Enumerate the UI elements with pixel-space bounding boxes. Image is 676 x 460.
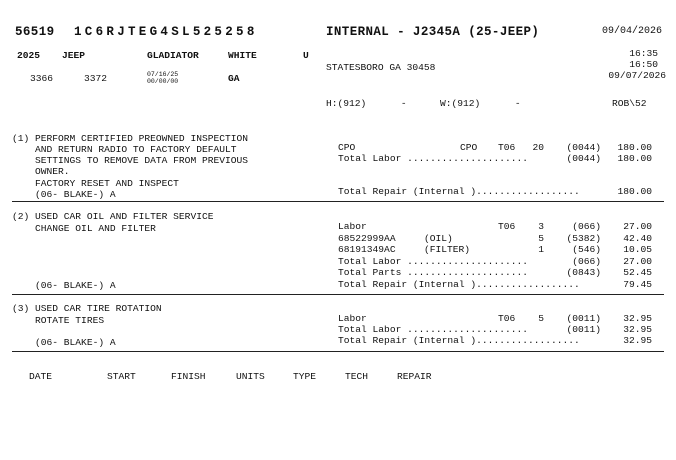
part-quantity: 5 xyxy=(538,233,544,244)
detail-paren: (0044) xyxy=(566,142,601,153)
job-number: (3) xyxy=(12,303,30,314)
time-out: 16:50 xyxy=(629,59,658,70)
total-repair-label: Total Repair (Internal ).................. xyxy=(338,186,580,197)
part-description: (FILTER) xyxy=(424,244,471,255)
total-repair-label: Total Repair (Internal ).................. xyxy=(338,335,580,346)
detail-paren: (066) xyxy=(572,221,601,232)
detail-paren: (0011) xyxy=(566,324,601,335)
job-tech: (06- BLAKE-) A xyxy=(35,337,116,348)
total-repair-label: Total Repair (Internal ).................. xyxy=(338,279,580,290)
job-number: (2) xyxy=(12,211,30,222)
detail-amount: 27.00 xyxy=(623,256,652,267)
detail-amount: 27.00 xyxy=(623,221,652,232)
detail-label: Total Labor ..................... xyxy=(338,153,528,164)
small-date-2: 00/00/00 xyxy=(147,78,179,85)
detail-label: CPO xyxy=(338,142,356,153)
job-description-line: PERFORM CERTIFIED PREOWNED INSPECTION xyxy=(35,133,249,144)
detail-hours: 5 xyxy=(538,313,544,324)
part-quantity: 1 xyxy=(538,244,544,255)
detail-amount: 180.00 xyxy=(617,142,652,153)
total-repair-amount: 79.45 xyxy=(623,279,652,290)
detail-paren: (546) xyxy=(572,244,601,255)
detail-paren: (0843) xyxy=(566,267,601,278)
job-description-line: USED CAR TIRE ROTATION xyxy=(35,303,162,314)
footer-header-date: DATE xyxy=(29,371,53,382)
job-description-line: ROTATE TIRES xyxy=(35,315,105,326)
total-repair-amount: 32.95 xyxy=(623,335,652,346)
part-number: 68191349AC xyxy=(338,244,396,255)
detail-label: Labor xyxy=(338,221,367,232)
job-number: (1) xyxy=(12,133,30,144)
vehicle-model: GLADIATOR xyxy=(147,50,199,61)
section-divider xyxy=(12,294,664,295)
detail-code: T06 xyxy=(498,142,516,153)
detail-paren: (0011) xyxy=(566,313,601,324)
detail-label: Total Labor ..................... xyxy=(338,256,528,267)
total-repair-amount: 180.00 xyxy=(617,186,652,197)
detail-paren: (5382) xyxy=(566,233,601,244)
vin-number: 1C6RJTEG4SL525258 xyxy=(74,25,258,39)
job-description-line: SETTINGS TO REMOVE DATA FROM PREVIOUS xyxy=(35,155,249,166)
detail-amount: 180.00 xyxy=(617,153,652,164)
vehicle-make: JEEP xyxy=(62,50,86,61)
footer-header-repair: REPAIR xyxy=(397,371,432,382)
footer-header-type: TYPE xyxy=(293,371,317,382)
detail-amount: 32.95 xyxy=(623,324,652,335)
detail-hours: 20 xyxy=(532,142,544,153)
footer-header-tech: TECH xyxy=(345,371,369,382)
job-description-line: USED CAR OIL AND FILTER SERVICE xyxy=(35,211,214,222)
detail-amount: 10.05 xyxy=(623,244,652,255)
ro-date: 09/04/2026 xyxy=(602,26,663,37)
footer-header-finish: FINISH xyxy=(171,371,206,382)
section-divider xyxy=(12,201,664,202)
detail-paren: (066) xyxy=(572,256,601,267)
job-description-line: CHANGE OIL AND FILTER xyxy=(35,223,156,234)
work-phone: W:(912) - xyxy=(440,98,521,109)
detail-hours: 3 xyxy=(538,221,544,232)
detail-label: Labor xyxy=(338,313,367,324)
home-phone: H:(912) - xyxy=(326,98,407,109)
advisor-code: ROB\52 xyxy=(612,98,647,109)
detail-amount: 52.45 xyxy=(623,267,652,278)
footer-header-start: START xyxy=(107,371,136,382)
vehicle-color: WHITE xyxy=(228,50,257,61)
mileage-out: 3372 xyxy=(84,73,108,84)
detail-label: Total Parts ..................... xyxy=(338,267,528,278)
state: GA xyxy=(228,73,240,84)
job-description-line: OWNER. xyxy=(35,166,70,177)
job-tech: (06- BLAKE-) A xyxy=(35,280,116,291)
detail-label: Total Labor ..................... xyxy=(338,324,528,335)
detail-paren: (0044) xyxy=(566,153,601,164)
vehicle-year: 2025 xyxy=(17,50,41,61)
ro-type: INTERNAL - J2345A (25-JEEP) xyxy=(326,25,540,39)
detail-amount: 32.95 xyxy=(623,313,652,324)
time-in: 16:35 xyxy=(629,48,658,59)
promised-date: 09/07/2026 xyxy=(608,70,666,81)
detail-code: T06 xyxy=(498,313,516,324)
vehicle-code: U xyxy=(303,50,309,61)
job-description-line: AND RETURN RADIO TO FACTORY DEFAULT xyxy=(35,144,237,155)
section-divider xyxy=(12,351,664,352)
detail-col2: CPO xyxy=(460,142,478,153)
mileage-in: 3366 xyxy=(30,73,54,84)
detail-code: T06 xyxy=(498,221,516,232)
part-description: (OIL) xyxy=(424,233,453,244)
detail-amount: 42.40 xyxy=(623,233,652,244)
job-description-line: FACTORY RESET AND INSPECT xyxy=(35,178,179,189)
footer-header-units: UNITS xyxy=(236,371,265,382)
ro-number: 56519 xyxy=(15,25,55,39)
city-line: STATESBORO GA 30458 xyxy=(326,62,436,73)
part-number: 68522999AA xyxy=(338,233,396,244)
job-tech: (06- BLAKE-) A xyxy=(35,189,116,200)
small-date-1: 07/16/25 xyxy=(147,71,179,78)
